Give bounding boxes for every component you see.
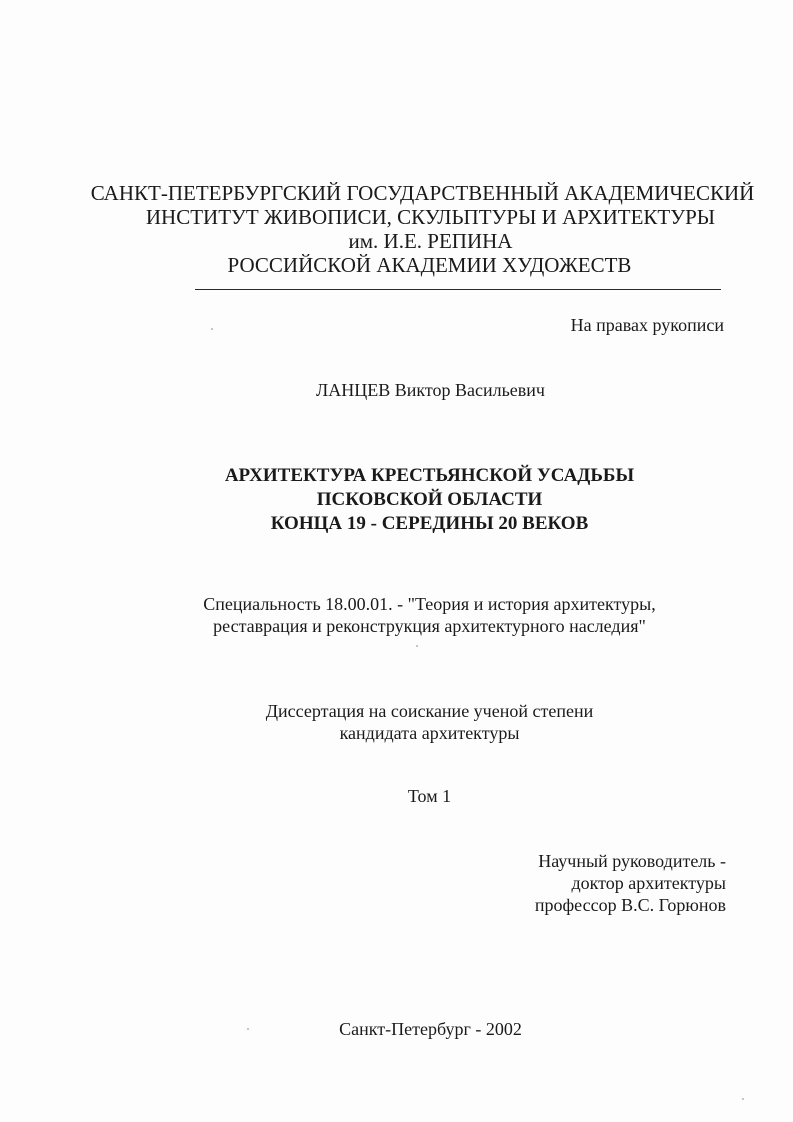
scan-speck bbox=[742, 1098, 744, 1100]
specialty-line: реставрация и реконструкция архитектурного наследия" bbox=[213, 616, 646, 636]
supervisor-line: доктор архитектуры bbox=[571, 873, 726, 893]
specialty-block bbox=[0, 593, 793, 637]
title-line: АРХИТЕКТУРА КРЕСТЬЯНСКОЙ УСАДЬБЫ bbox=[224, 465, 635, 486]
supervisor-line: Научный руководитель - bbox=[538, 851, 726, 871]
author-block bbox=[0, 379, 793, 401]
degree-block bbox=[0, 700, 793, 744]
title-line: КОНЦА 19 - СЕРЕДИНЫ 20 ВЕКОВ bbox=[270, 513, 589, 534]
degree-line: кандидата архитектуры bbox=[339, 723, 520, 743]
volume-block bbox=[0, 785, 793, 807]
title-line: ПСКОВСКОЙ ОБЛАСТИ bbox=[316, 489, 543, 510]
scan-speck bbox=[247, 1028, 249, 1030]
city-year-block bbox=[0, 1018, 793, 1040]
institution-line: ИНСТИТУТ ЖИВОПИСИ, СКУЛЬПТУРЫ И АРХИТЕКТУРЫ bbox=[145, 205, 716, 229]
institution-header bbox=[0, 181, 793, 277]
header-divider bbox=[195, 289, 721, 290]
institution-line: РОССИЙСКОЙ АКАДЕМИИ ХУДОЖЕСТВ bbox=[227, 253, 632, 277]
supervisor-block bbox=[535, 850, 726, 916]
institution-line: САНКТ-ПЕТЕРБУРГСКИЙ ГОСУДАРСТВЕННЫЙ АКАДЕМИЧЕСКИЙ bbox=[90, 181, 755, 205]
dissertation-title bbox=[0, 464, 793, 536]
institution-line: им. И.Е. РЕПИНА bbox=[348, 229, 513, 253]
specialty-line: Специальность 18.00.01. - "Теория и история архитектуры, bbox=[203, 594, 656, 614]
scan-speck bbox=[211, 328, 213, 330]
city-year: Санкт-Петербург - 2002 bbox=[339, 1019, 522, 1039]
degree-line: Диссертация на соискание ученой степени bbox=[265, 701, 594, 721]
scan-speck bbox=[416, 645, 418, 647]
volume-label: Том 1 bbox=[407, 786, 452, 806]
author-name: ЛАНЦЕВ Виктор Васильевич bbox=[316, 380, 545, 400]
supervisor-line: профессор В.С. Горюнов bbox=[534, 895, 726, 915]
manuscript-note: На правах рукописи bbox=[570, 315, 724, 335]
